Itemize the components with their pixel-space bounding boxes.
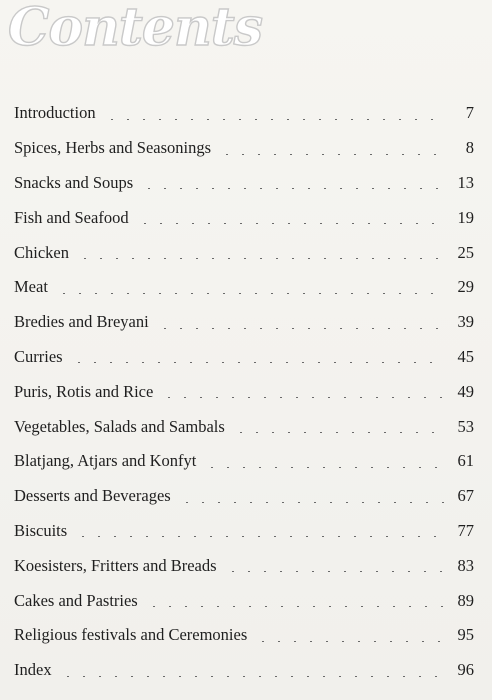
page-title: Contents [8, 0, 263, 58]
dot-leader [56, 293, 446, 294]
toc-entry [14, 479, 474, 514]
toc-entry-title: Cakes and Pastries [14, 590, 138, 610]
toc-entry-page-number: 49 [457, 381, 474, 401]
toc-entry-page-number: 61 [457, 451, 474, 471]
dot-leader [233, 432, 446, 433]
dot-leader [75, 536, 446, 537]
toc-entry-page-number: 25 [457, 242, 474, 262]
toc-entry-page-number: 7 [465, 103, 474, 123]
toc-entry-title: Koesisters, Fritters and Breads [14, 555, 217, 575]
dot-leader [179, 502, 446, 503]
table-of-contents [14, 96, 474, 688]
dot-leader [71, 362, 446, 363]
toc-entry-title: Chicken [14, 242, 69, 262]
toc-entry [14, 200, 474, 235]
toc-entry-page-number: 89 [457, 590, 474, 610]
toc-entry [14, 270, 474, 305]
toc-entry-page-number: 8 [465, 138, 474, 158]
dot-leader [141, 188, 446, 189]
toc-entry-page-number: 39 [457, 312, 474, 332]
dot-leader [146, 606, 446, 607]
toc-entry [14, 166, 474, 201]
toc-entry-title: Fish and Seafood [14, 207, 129, 227]
toc-entry-page-number: 29 [457, 277, 474, 297]
toc-entry-title: Introduction [14, 103, 96, 123]
dot-leader [204, 467, 446, 468]
toc-entry-page-number: 67 [457, 486, 474, 506]
dot-leader [60, 676, 446, 677]
toc-entry [14, 618, 474, 653]
toc-entry [14, 305, 474, 340]
toc-entry-title: Religious festivals and Ceremonies [14, 625, 248, 645]
dot-leader [255, 641, 446, 642]
toc-entry [14, 514, 474, 549]
toc-entry [14, 340, 474, 375]
toc-entry-page-number: 83 [457, 555, 474, 575]
toc-entry [14, 548, 474, 583]
toc-entry-title: Bredies and Breyani [14, 312, 149, 332]
toc-entry [14, 96, 474, 131]
dot-leader [219, 154, 446, 155]
toc-entry-title: Snacks and Soups [14, 172, 134, 192]
toc-entry-page-number: 96 [457, 660, 474, 680]
toc-entry [14, 583, 474, 618]
toc-entry-title: Index [14, 660, 52, 680]
toc-entry-page-number: 95 [457, 625, 474, 645]
toc-entry-title: Puris, Rotis and Rice [14, 381, 154, 401]
toc-entry-title: Spices, Herbs and Seasonings [14, 138, 212, 158]
toc-entry [14, 374, 474, 409]
toc-entry-page-number: 77 [457, 520, 474, 540]
toc-entry-title: Meat [14, 277, 48, 297]
toc-entry-title: Biscuits [14, 520, 68, 540]
dot-leader [77, 258, 446, 259]
toc-entry-page-number: 19 [457, 207, 474, 227]
toc-entry-page-number: 45 [457, 346, 474, 366]
toc-entry-page-number: 53 [457, 416, 474, 436]
toc-entry-title: Vegetables, Salads and Sambals [14, 416, 225, 436]
toc-entry-page-number: 13 [457, 172, 474, 192]
toc-entry [14, 131, 474, 166]
toc-entry-title: Desserts and Beverages [14, 486, 171, 506]
toc-entry-title: Curries [14, 346, 63, 366]
toc-entry-title: Blatjang, Atjars and Konfyt [14, 451, 197, 471]
dot-leader [161, 397, 446, 398]
toc-entry [14, 235, 474, 270]
dot-leader [157, 328, 446, 329]
toc-entry [14, 409, 474, 444]
dot-leader [137, 223, 446, 224]
toc-entry [14, 653, 474, 688]
dot-leader [225, 571, 446, 572]
toc-entry [14, 444, 474, 479]
dot-leader [104, 119, 446, 120]
